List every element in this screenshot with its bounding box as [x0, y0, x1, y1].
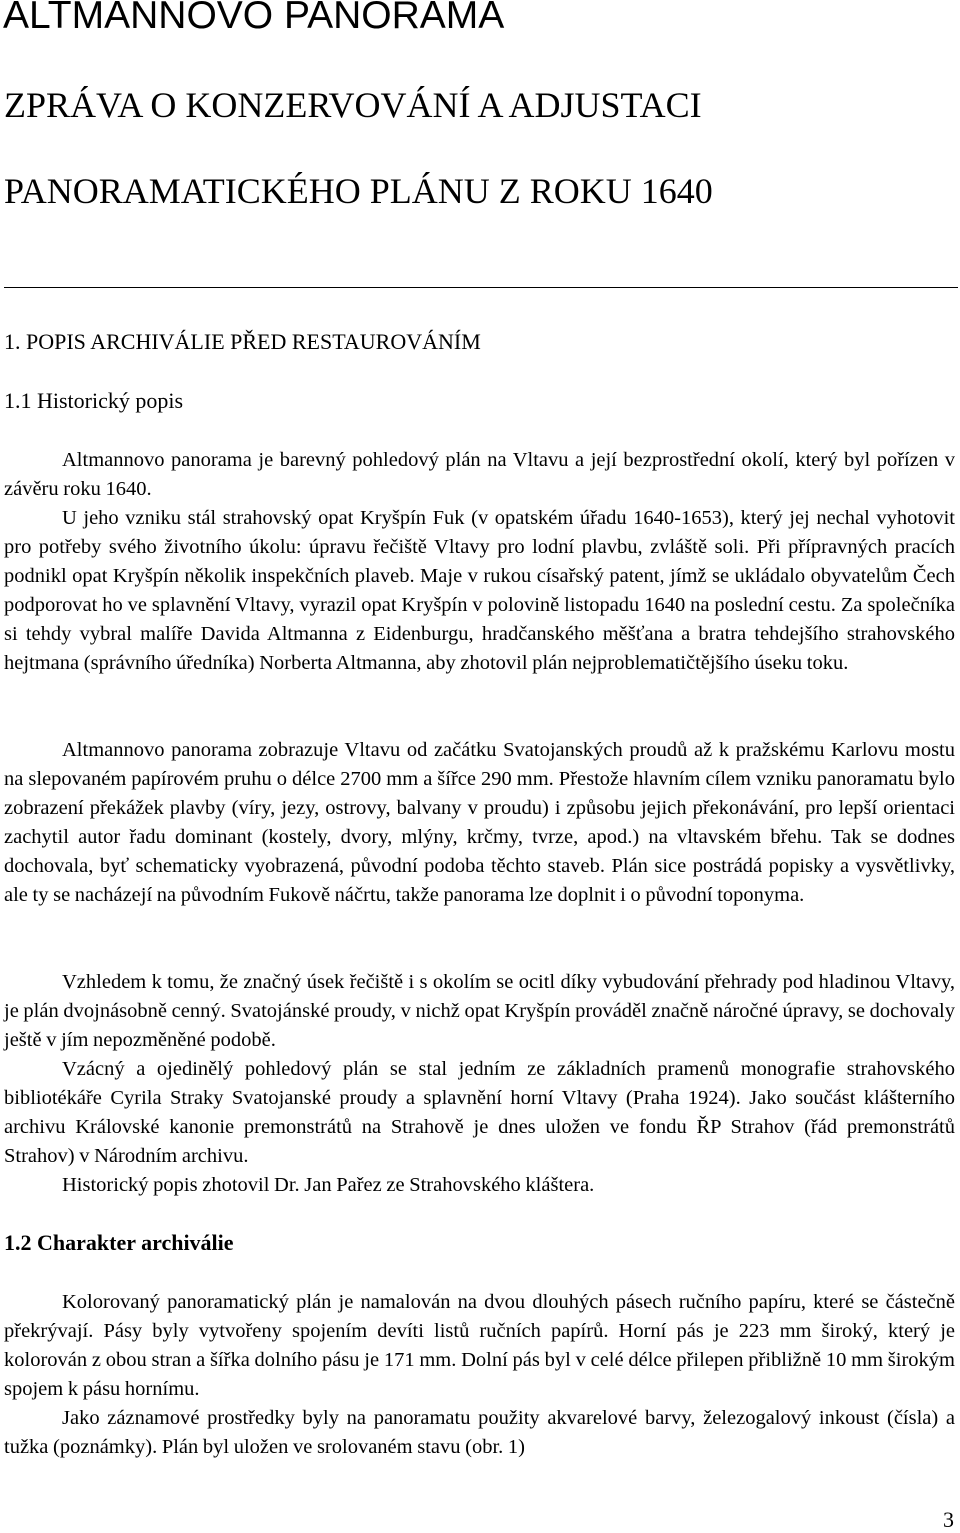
- paragraph: Kolorovaný panoramatický plán je namalován na dvou dlouhých pásech ručního papíru, které se částečně překrývají. Pásy byly vytvořeny spojením devíti listů ručních papírů. Horní pás je 223 mm široký, který je kolorován z obou stran a šířka dolního pásu je 171 mm. Dolní pás byl v celé délce přilepen přibližně 10 mm širokým spojem k pásu hornímu.: [4, 1291, 955, 1400]
- paragraph: Altmannovo panorama zobrazuje Vltavu od začátku Svatojanských proudů až k pražskému Karlovu mostu na slepovaném papírovém pruhu o délce 2700 mm a šířce 290 mm. Přestože hlavním cílem vzniku panoramatu bylo zobrazení překážek plavby (víry, jezy, ostrovy, balvany v proudu) i způsobu jejich překonávání, pro lepší orientaci zachytil autor řadu dominant (kostely, dvory, mlýny, krčmy, tvrze, apod.) na vltavském břehu. Tak se dodnes dochovala, byť schematicky vyobrazená, původní podoba těchto staveb. Plán sice postrádá popisky a vysvětlivky, ale ty se nacházejí na původním Fukově náčrtu, takže panorama lze doplnit i o původní toponyma.: [4, 739, 955, 906]
- document-subtitle-line-2: PANORAMATICKÉHO PLÁNU Z ROKU 1640: [4, 171, 713, 211]
- page-number: 3: [943, 1507, 954, 1532]
- paragraph: U jeho vzniku stál strahovský opat Kryšpín Fuk (v opatském úřadu 1640-1653), který jej nechal vyhotovit pro potřeby svého životního úkolu: úpravu řečiště Vltavy pro lodní plavbu, zvláště soli. Při přípravných pracích podnikl opat Kryšpín několik inspekčních plaveb. Maje v rukou císařský patent, jímž se ukládalo obyvatelům Čech podporovat ho ve splavnění Vltavy, vyrazil opat Kryšpín v polovině listopadu 1640 na poslední cestu. Za společníka si tehdy vybral malíře Davida Altmanna z Eidenburgu, hradčanského měšťana a bratra tehdejšího strahovského hejtmana (správního úředníka) Norberta Altmanna, aby zhotovil plán nejproblematičtějšího úseku toku.: [4, 507, 955, 674]
- document-title: ALTMANNOVO PANORAMA: [3, 0, 505, 37]
- section-1-1-heading: 1.1 Historický popis: [4, 388, 184, 413]
- paragraph: Vzhledem k tomu, že značný úsek řečiště i s okolím se ocitl díky vybudování přehrady pod hladinou Vltavy, je plán dvojnásobně cenný. Svatojánské proudy, v nichž opat Kryšpín prováděl značně náročné úpravy, se dochovaly ještě v jím nepozměněné podobě.: [4, 971, 955, 1051]
- section-1-2-heading: 1.2 Charakter archiválie: [4, 1230, 234, 1255]
- title-divider: [4, 287, 958, 288]
- section-1-heading: 1. POPIS ARCHIVÁLIE PŘED RESTAUROVÁNÍM: [4, 329, 481, 354]
- paragraph: Historický popis zhotovil Dr. Jan Pařez ze Strahovského kláštera.: [62, 1174, 595, 1196]
- paragraph: Vzácný a ojedinělý pohledový plán se stal jedním ze základních pramenů monografie strahovského bibliotékáře Cyrila Straky Svatojanské proudy a splavnění horní Vltavy (Praha 1924). Jako součást klášterního archivu Královské kanonie premonstrátů na Strahově je dnes uložen ve fondu ŘP Strahov (řád premonstrátů Strahov) v Národním archivu.: [4, 1058, 955, 1167]
- document-subtitle-line-1: ZPRÁVA O KONZERVOVÁNÍ A ADJUSTACI: [4, 85, 702, 125]
- paragraph: Altmannovo panorama je barevný pohledový plán na Vltavu a její bezprostřední okolí, který byl pořízen v závěru roku 1640.: [4, 449, 955, 500]
- paragraph: Jako záznamové prostředky byly na panoramatu použity akvarelové barvy, železogalový inkoust (čísla) a tužka (poznámky). Plán byl uložen ve srolovaném stavu (obr. 1): [4, 1407, 955, 1458]
